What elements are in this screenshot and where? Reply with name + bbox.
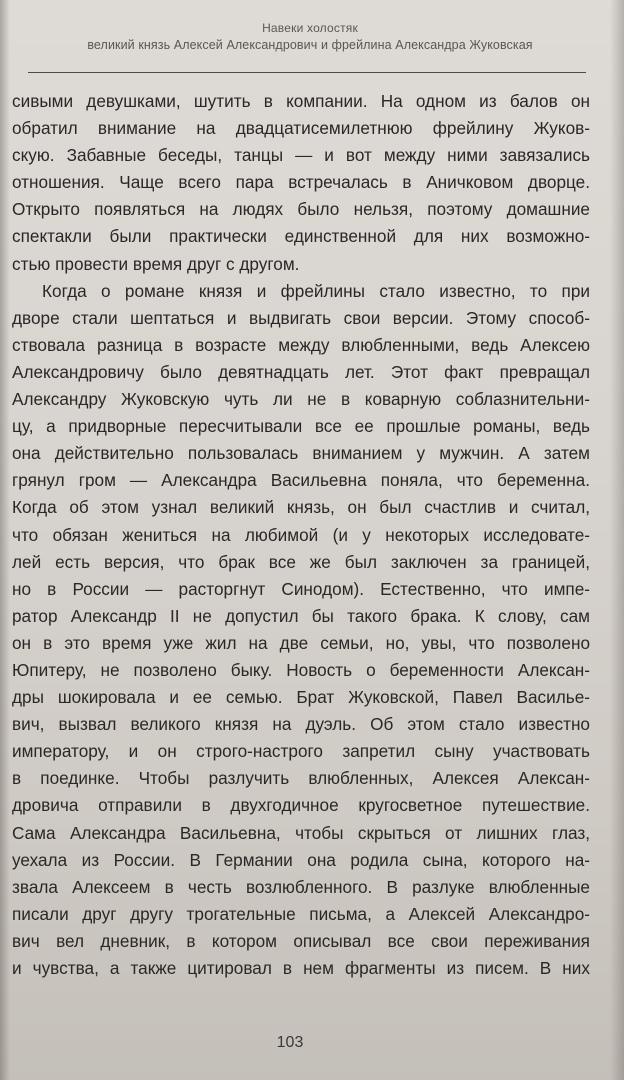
paragraph: [12, 278, 590, 982]
text-line: ратор Александр II не допустил бы такого брака. К слову, сам: [12, 605, 590, 626]
text-line: цу, а придворные пересчитывали все ее прошлые романы, ведь: [12, 416, 590, 437]
text-line: императору, и он строго-настрого запретил сыну участвовать: [12, 741, 590, 762]
text-line: отношения. Чаще всего пара встречалась в Аничковом дворце.: [12, 172, 590, 193]
text-line: спектакли были практически единственной для них возможно-: [12, 226, 590, 247]
text-line: Александру Жуковскую чуть ли не в коварную соблазнительни-: [12, 389, 590, 410]
text-line: звала Алексеем в честь возлюбленного. В разлуке влюбленные: [12, 876, 590, 897]
page-right-shadow: [610, 0, 624, 1080]
text-line: Когда о романе князя и фрейлины стало известно, то при: [42, 280, 590, 301]
text-line: дровича отправили в двухгодичное кругосветное путешествие.: [12, 795, 590, 816]
page-left-shadow: [0, 0, 10, 1080]
text-line: лей есть версия, что брак все же был заключен за границей,: [12, 551, 590, 572]
running-header-title: Навеки холостяк: [262, 21, 358, 35]
text-line: ствовала разница в возрасте между влюбленными, ведь Алексею: [12, 334, 590, 355]
text-line: дры шокировала и ее семью. Брат Жуковской, Павел Василье-: [12, 687, 590, 708]
running-header-subtitle: великий князь Алексей Александрович и фрейлина Александра Жуковская: [87, 38, 533, 52]
text-line: писали друг другу трогательные письма, а Алексей Александро-: [12, 903, 590, 924]
text-line: вич вел дневник, в котором описывал все свои переживания: [12, 930, 590, 951]
text-line: стью провести время друг с другом.: [12, 253, 300, 274]
text-line: уехала из России. В Германии она родила сына, которого на-: [12, 849, 590, 870]
text-line: она действительно пользовалась вниманием у мужчин. А затем: [12, 443, 590, 464]
text-line: Александровичу было девятнадцать лет. Этот факт превращал: [12, 361, 590, 382]
text-line: он в это время уже жил на две семьи, но, увы, что позволено: [12, 632, 590, 653]
text-line: Когда об этом узнал великий князь, он был счастлив и считал,: [12, 497, 590, 518]
text-line: дворе стали шептаться и выдвигать свои версии. Этому способ-: [12, 307, 590, 328]
header-divider: [28, 72, 586, 73]
text-line: Открыто появляться на людях было нельзя, поэтому домашние: [12, 199, 590, 220]
text-line: скую. Забавные беседы, танцы — и вот между ними завязались: [12, 145, 590, 166]
running-header: [30, 20, 590, 54]
page-number: 103: [276, 1034, 304, 1051]
text-line: сивыми девушками, шутить в компании. На одном из балов он: [12, 91, 590, 111]
text-line: и чувства, а также цитировал в нем фрагменты из писем. В них: [12, 958, 590, 978]
text-line: Юпитеру, не позволено быку. Новость о беременности Алексан-: [12, 659, 590, 680]
text-line: в поединке. Чтобы разлучить влюбленных, Алексея Алексан-: [12, 768, 590, 789]
text-line: но в России — расторгнут Синодом). Естественно, что импе-: [12, 578, 590, 599]
body-text: [12, 88, 590, 982]
text-line: вич, вызвал великого князя на дуэль. Об этом стало известно: [12, 714, 590, 735]
text-line: обратил внимание на двадцатисемилетнюю фрейлину Жуков-: [12, 118, 590, 139]
text-line: что обязан жениться на любимой (и у некоторых исследовате-: [12, 524, 590, 545]
paragraph: [12, 88, 590, 278]
text-line: грянул гром — Александра Васильевна поняла, что беременна.: [12, 470, 590, 491]
text-line: Сама Александра Васильевна, чтобы скрыться от лишних глаз,: [12, 822, 590, 843]
